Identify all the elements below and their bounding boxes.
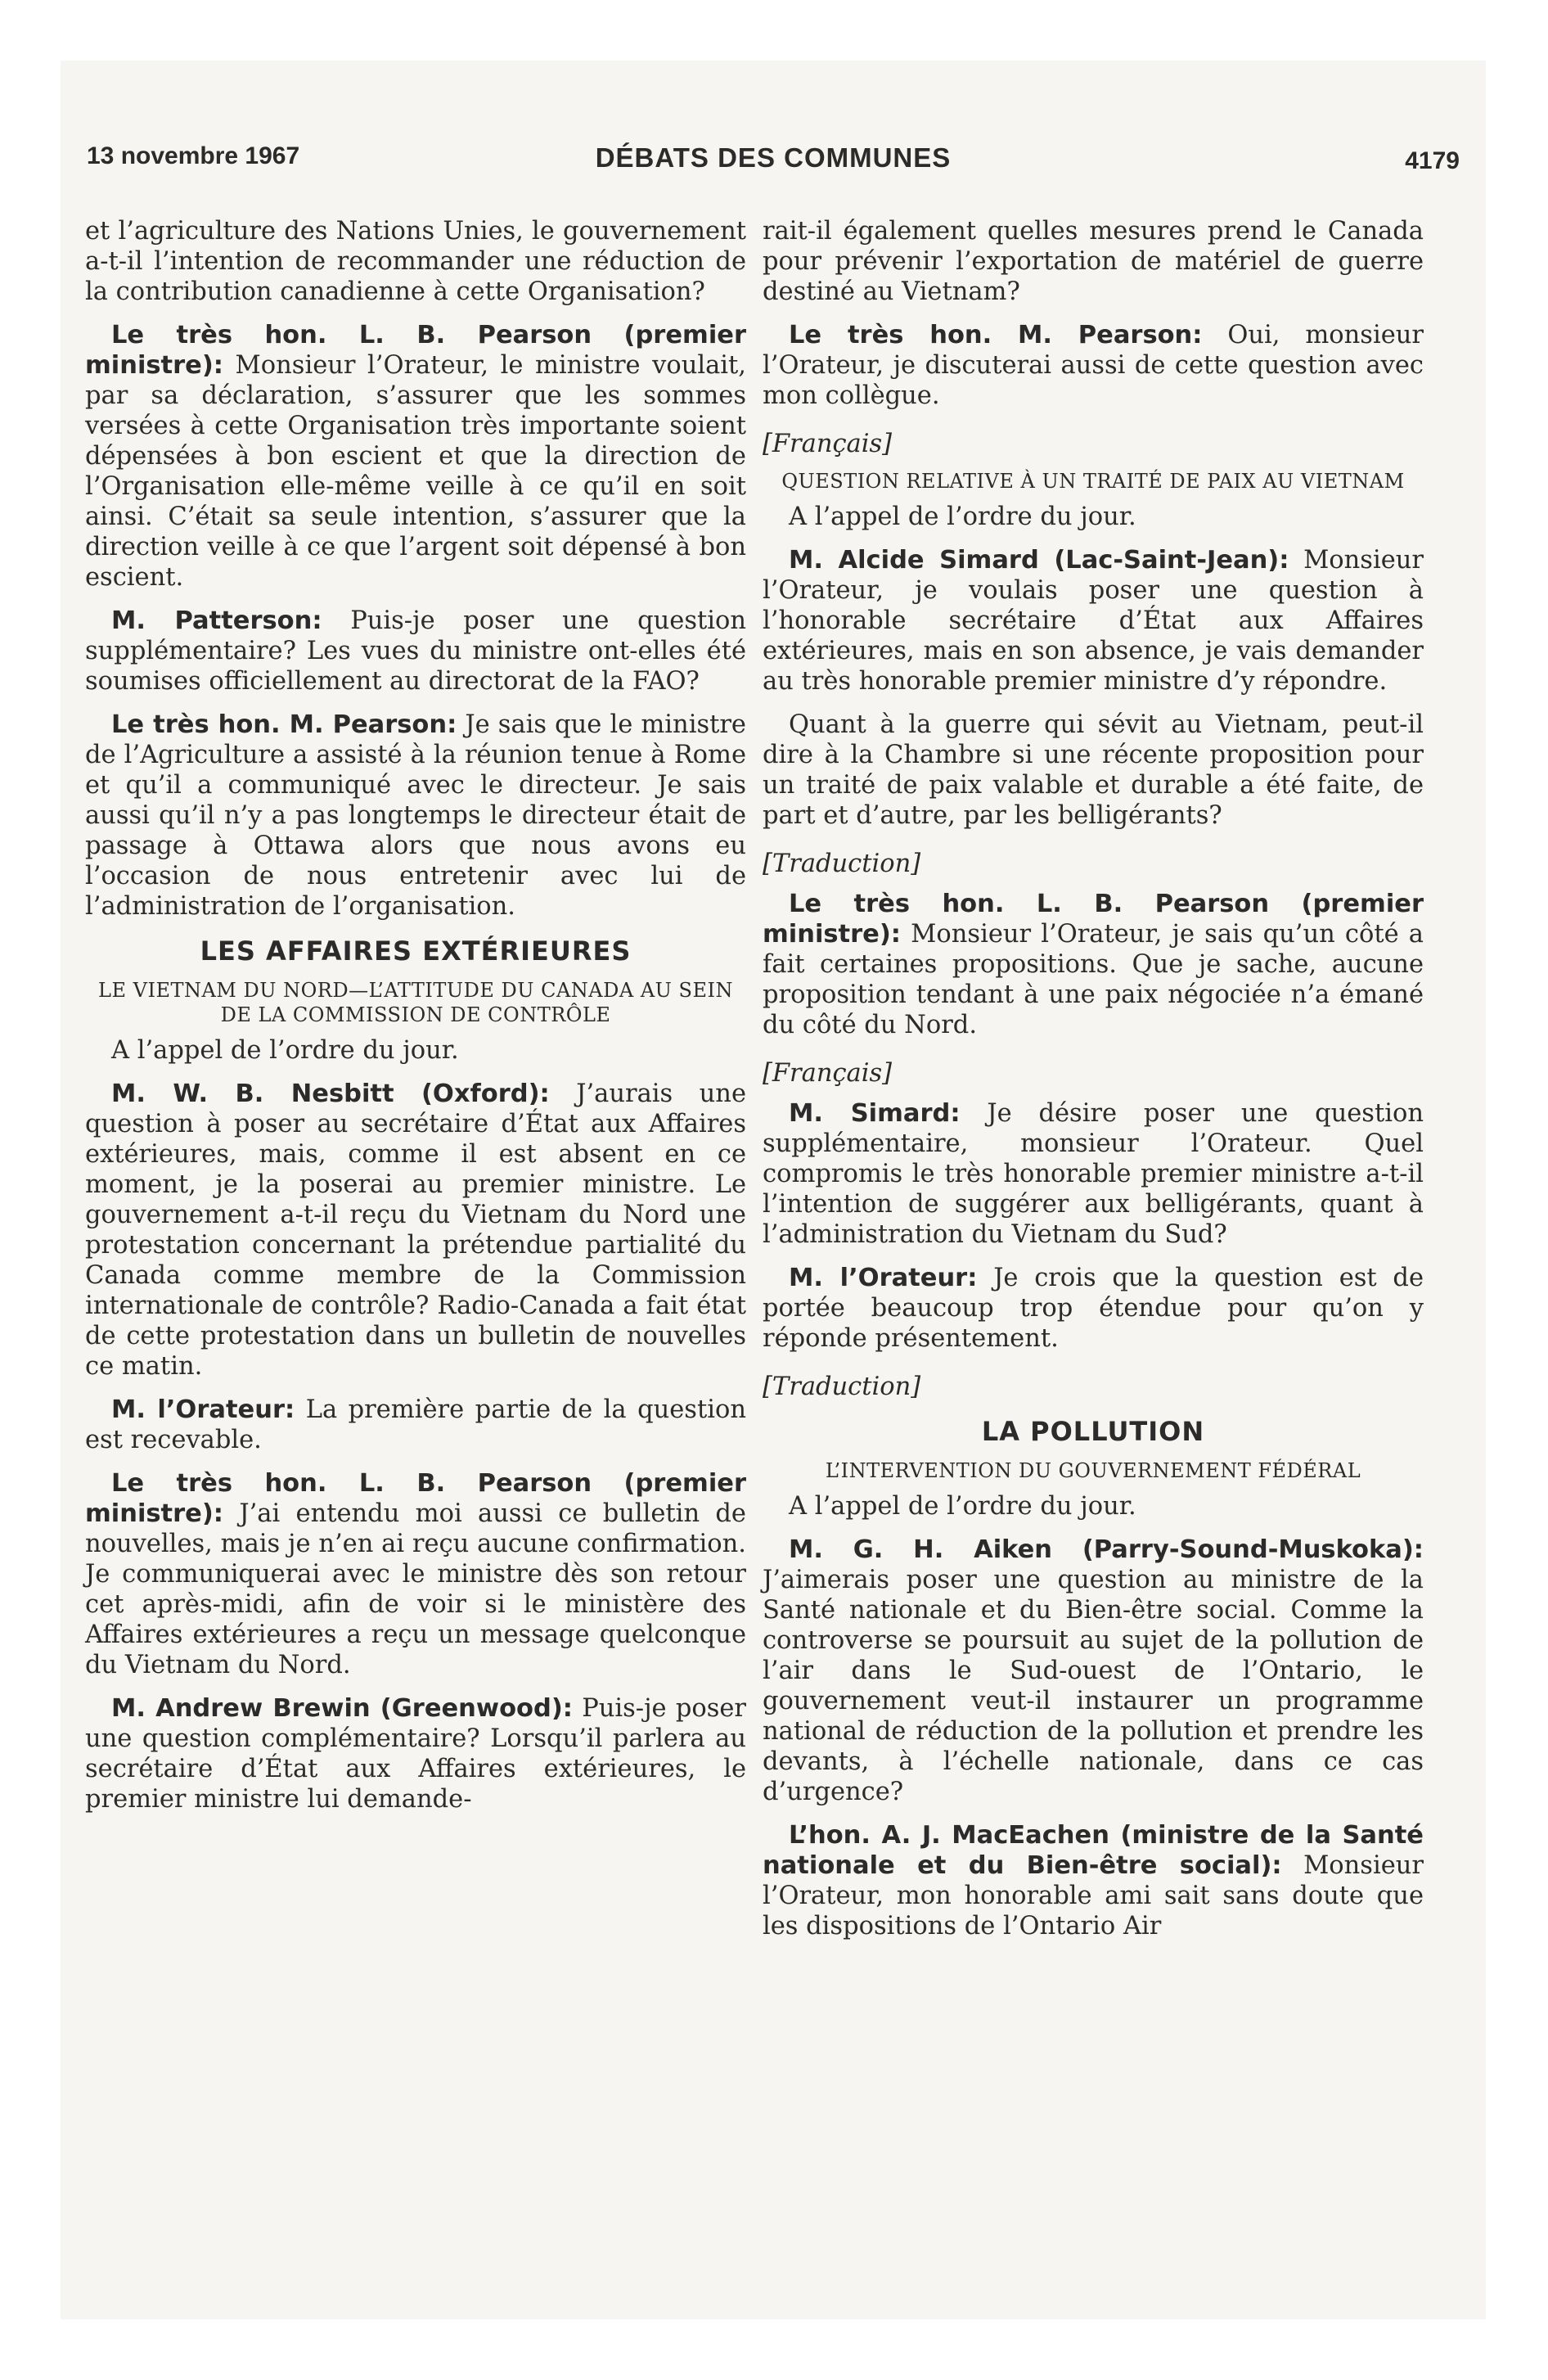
- page-number: 4179: [1405, 147, 1460, 174]
- speaker-name: M. Patterson:: [111, 606, 322, 635]
- language-marker: [Français]: [763, 430, 893, 458]
- speaker-name: M. Andrew Brewin (Greenwood):: [111, 1694, 573, 1723]
- speaker-name: M. Simard:: [789, 1099, 961, 1128]
- paragraph: M. G. H. Aiken (Parry-Sound-Muskoka): J’aimerais poser une question au ministre de la Santé nationale et du Bien-être social. Comme la controverse se poursuit au sujet de la pollution de l’air dans le Sud-ouest de l’Ontario, le gouvernement veut-il instaurer un programme national de réduction de la pollution et prendre les devants, à l’échelle nationale, dans ce cas d’urgence?: [763, 1535, 1424, 1806]
- section-heading: LA POLLUTION: [981, 1416, 1205, 1447]
- subsection-heading: QUESTION RELATIVE À UN TRAITÉ DE PAIX AU VIETNAM: [781, 470, 1405, 493]
- order-of-the-day: A l’appel de l’ordre du jour.: [789, 503, 1136, 531]
- speaker-name: M. Alcide Simard (Lac-Saint-Jean):: [789, 546, 1289, 575]
- right-column: [763, 216, 1424, 1954]
- paragraph: Le très hon. L. B. Pearson (premier ministre): Monsieur l’Orateur, le ministre voulait, par sa déclaration, s’assurer que les sommes versées à cette Organisation très importante soient dépensées à bon escient et que la direction de l’Organisation elle-même veille à ce qu’il en soit ainsi. C’était sa seule intention, s’assurer que la direction veille à ce que l’argent soit dépensé à bon escient.: [85, 321, 746, 592]
- document-page: [61, 61, 1486, 2319]
- language-marker: [Traduction]: [763, 850, 921, 878]
- paragraph: M. l’Orateur: La première partie de la question est recevable.: [85, 1395, 746, 1454]
- header-title: DÉBATS DES COMMUNES: [595, 142, 952, 173]
- order-of-the-day: A l’appel de l’ordre du jour.: [111, 1036, 459, 1065]
- speaker-name: Le très hon. L. B. Pearson (premier ministre):: [85, 1469, 746, 1528]
- speaker-name: Le très hon. M. Pearson:: [111, 710, 457, 739]
- subsection-heading: L’INTERVENTION DU GOUVERNEMENT FÉDÉRAL: [825, 1459, 1361, 1482]
- speaker-name: M. G. H. Aiken (Parry-Sound-Muskoka):: [789, 1535, 1424, 1564]
- paragraph: M. Alcide Simard (Lac-Saint-Jean): Monsieur l’Orateur, je voulais poser une question à l’honorable secrétaire d’État aux Affaires extérieures, mais en son absence, je vais demander au très honorable premier ministre d’y répondre.: [763, 546, 1424, 696]
- paragraph: Quant à la guerre qui sévit au Vietnam, peut-il dire à la Chambre si une récente proposition pour un traité de paix valable et durable a été faite, de part et d’autre, par les belligérants?: [763, 710, 1424, 830]
- paragraph: M. Simard: Je désire poser une question supplémentaire, monsieur l’Orateur. Quel compromis le très honorable premier ministre a-t-il l’intention de suggérer aux belligérants, quant à l’administration du Vietnam du Sud?: [763, 1099, 1424, 1249]
- paragraph: et l’agriculture des Nations Unies, le gouvernement a-t-il l’intention de recommander une réduction de la contribution canadienne à cette Organisation?: [85, 217, 746, 306]
- order-of-the-day: A l’appel de l’ordre du jour.: [789, 1492, 1136, 1521]
- left-column: [85, 216, 746, 1828]
- speaker-name: Le très hon. L. B. Pearson (premier ministre):: [85, 321, 746, 380]
- paragraph: Le très hon. M. Pearson: Oui, monsieur l’Orateur, je discuterai aussi de cette question avec mon collègue.: [763, 321, 1424, 410]
- paragraph: M. Andrew Brewin (Greenwood): Puis-je poser une question complémentaire? Lorsqu’il parlera au secrétaire d’État aux Affaires extérieures, le premier ministre lui demande-: [85, 1694, 746, 1814]
- section-heading: LES AFFAIRES EXTÉRIEURES: [200, 935, 632, 967]
- speaker-name: M. W. B. Nesbitt (Oxford):: [111, 1080, 550, 1108]
- paragraph: Le très hon. L. B. Pearson (premier ministre): Monsieur l’Orateur, je sais qu’un côté a fait certaines propositions. Que je sache, aucune proposition tendant à une paix négociée n’a émané du côté du Nord.: [763, 890, 1424, 1039]
- paragraph: rait-il également quelles mesures prend le Canada pour prévenir l’exportation de matériel de guerre destiné au Vietnam?: [763, 217, 1424, 306]
- speaker-name: M. l’Orateur:: [789, 1264, 978, 1292]
- header-date: 13 novembre 1967: [87, 142, 300, 169]
- running-head: [87, 142, 1460, 183]
- subsection-heading: LE VIETNAM DU NORD—L’ATTITUDE DU CANADA AU SEIN DE LA COMMISSION DE CONTRÔLE: [98, 979, 733, 1026]
- paragraph: Le très hon. M. Pearson: Je sais que le ministre de l’Agriculture a assisté à la réunion tenue à Rome et qu’il a communiqué avec le directeur. Je sais aussi qu’il n’y a pas longtemps le directeur était de passage à Ottawa alors que nous avons eu l’occasion de nous entretenir avec lui de l’administration de l’organisation.: [85, 710, 746, 921]
- language-marker: [Français]: [763, 1059, 893, 1088]
- speaker-name: L’hon. A. J. MacEachen (ministre de la Santé nationale et du Bien-être social):: [763, 1821, 1424, 1880]
- speaker-name: Le très hon. M. Pearson:: [789, 321, 1203, 349]
- paragraph: Le très hon. L. B. Pearson (premier ministre): J’ai entendu moi aussi ce bulletin de nouvelles, mais je n’en ai reçu aucune confirmation. Je communiquerai avec le ministre dès son retour cet après-midi, afin de voir si le ministère des Affaires extérieures a reçu un message quelconque du Vietnam du Nord.: [85, 1469, 746, 1679]
- paragraph: M. l’Orateur: Je crois que la question est de portée beaucoup trop étendue pour qu’on y réponde présentement.: [763, 1264, 1424, 1353]
- paragraph: M. W. B. Nesbitt (Oxford): J’aurais une question à poser au secrétaire d’État aux Affaires extérieures, mais, comme il est absent en ce moment, je la poserai au premier ministre. Le gouvernement a-t-il reçu du Vietnam du Nord une protestation concernant la prétendue partialité du Canada comme membre de la Commission internationale de contrôle? Radio-Canada a fait état de cette protestation dans un bulletin de nouvelles ce matin.: [85, 1080, 747, 1381]
- speaker-name: Le très hon. L. B. Pearson (premier ministre):: [763, 890, 1424, 949]
- speaker-name: M. l’Orateur:: [111, 1395, 295, 1424]
- paragraph: M. Patterson: Puis-je poser une question supplémentaire? Les vues du ministre ont-elles été soumises officiellement au directorat de la FAO?: [85, 606, 747, 696]
- paragraph: L’hon. A. J. MacEachen (ministre de la Santé nationale et du Bien-être social): Monsieur l’Orateur, mon honorable ami sait sans doute que les dispositions de l’Ontario Air: [763, 1821, 1424, 1941]
- language-marker: [Traduction]: [763, 1373, 921, 1401]
